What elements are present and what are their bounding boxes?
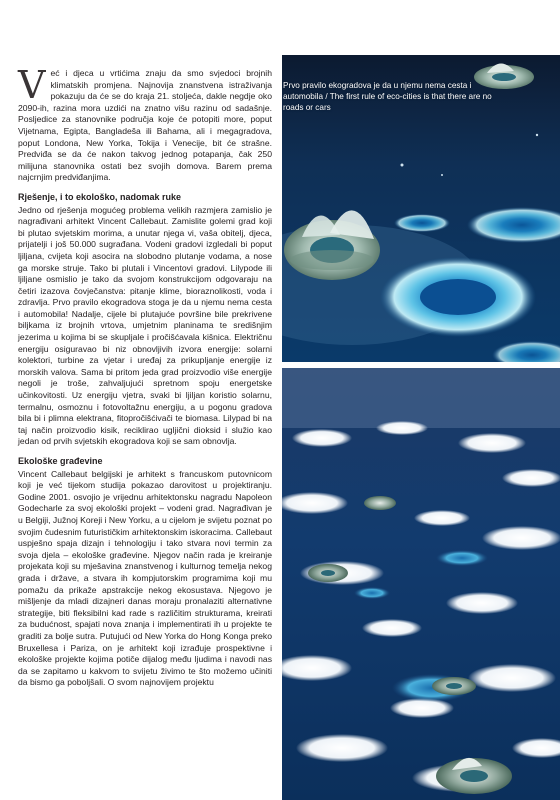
section-solution-text: Jedno od rješenja mogućeg problema velikih razmjera zamislio je nagrađivani arhitekt Vincent Callebaut. Zamislite golemi grad koji bi plutao svjetskim morima, a unutar njega vi, vaša obitelj, djeca, prijatelji i još 50.000 sugrađana. Vodeni gradovi izgledali bi poput ljiljana, cvijeta koji asocira na slobodno plutanje vodama, a nose ga morske struje. Tako bi plutali i Vincentovi gradovi. Lilypode ili ljiljane osmislio je tako da svojom konstrukcijom odgovaraju na četiri izazova čovječanstva: pitanje klime, bioraznolikosti, voda i zdravlja. Prvo pravilo ekogradova stoga je da u njemu nema cesta i automobila! Nadalje, cijele bi plutajuće površine bile prekrivene biljkama iz brojnih vrtova, umjetnim planinama te središnjim jezerima u kojima bi se skupljale i pročišćavala kišnica. Električnu energiju osiguravao bi niz obnovljivih izvora energije: solarni kolektori, turbine za vjetar i uređaj za prikupljanje energije iz morskih valova. Sama bi pritom jeda grad proizvodio više energije negoli je troše, zahvaljujući spretnom spoju energetske učinkovitosti. Uz energiju vjetra, svaki bi ljiljan koristio solarnu, termalnu, osmoznu i fotovoltažnu energiju, a u pogonu gradova bila bi i plimna elektrana, fitopročišćivači te biomasa. Lilypad bi na taj način proizvodio kisik, reciklirao ugljični dioksid i služio kao jedan od prvih svjetskih ekogradova koji se sam obnovlja. bbox=[18, 204, 272, 447]
section-heading-solution: Rješenje, i to ekološko, nadomak ruke bbox=[18, 191, 182, 202]
intro-paragraph bbox=[18, 63, 272, 184]
section-heading-eco-buildings: Ekološke građevine bbox=[18, 456, 103, 466]
intro-text: eć i djeca u vrtićima znaju da smo svjedoci brojnih klimatskih promjena. Najnovija znanstvena istraživanja pokazuju da će se do kraja 21. stoljeća, dakle negdje oko 2090-ih, razina mora uzdići na znatno višu razinu od sadašnje. Posljedice za stanovnike područja koje će potopiti more, poput Vijetnama, Egipta, Bangladeša ili Bahama, ali i megagradova, poput Londona, New Yorka, Tokija i Venecije, bit će strašne. Predviđa se da će nakon takvog jednog potapanja, čak 250 milijuna stanovnika ostati bez svojih domova. Barem prema najcrnjim predviđanjima. bbox=[18, 68, 272, 183]
section-eco-buildings-text: Vincent Callebaut belgijski je arhitekt s francuskom putovnicom koji je već tijekom studija pokazao darovitost u projektiranju. Godine 2001. osvojio je vrijednu arhitektonsku nagradu Napoleon Godecharle za svoj ekološki projekt – vodeni grad. Nagrađivan je u Belgiji, Južnoj Koreji i New Yorku, a u cijelom je svijetu poznat po svojim čudesnim futurističkim arhitektonskim iskoracima. Callebaut uspješno spaja dizajn i tehnologiju i tako stvara novi termin za svoja djela – ekološke građevine. Njegov način rada je kreiranje projekata koji su mješavina znanstvenog i kulturnog temelja nekog grada i države, a stvara ih kompjutorskim programima koji mu pomažu da prikaže apstrakcije nekog ekosustava. Njegovo je mišljenje da mladi dizajneri danas moraju pronalaziti alternativne strategije, biti fleksibilni kad rade s različitim strukturama, kreirati za budućnost, spajati nova znanja i implementirati ih u projekte te graditi za bolje sutra. Putujući od New Yorka do Hong Konga preko Bruxellesa i Pariza, on je arhitekt koji izrađuje prospektivne i ekološke projekte kojima potiče dijalog među ljudima i navodi nas da se zapitamo u kakvom to svijetu živimo te što možemo učiniti da bismo ga poboljšali. O svom najnovijem projektu bbox=[18, 468, 272, 688]
ocean-clouds-photo bbox=[282, 368, 560, 800]
article-column bbox=[18, 63, 272, 689]
drop-cap: V bbox=[18, 63, 46, 107]
photo-caption: Prvo pravilo ekogradova je da u njemu nema cesta i automobila / The first rule of eco-cities is that there are no roads or cars bbox=[283, 81, 492, 112]
